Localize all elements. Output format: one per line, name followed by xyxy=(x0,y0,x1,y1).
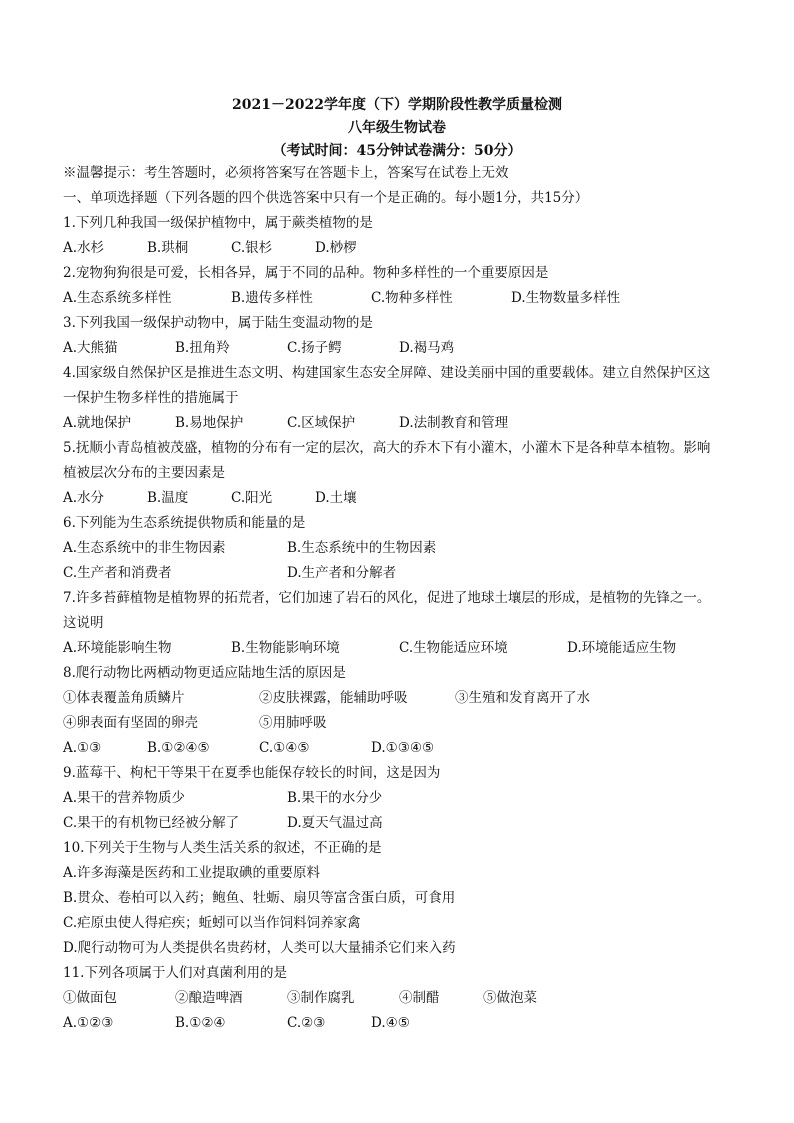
option-a: A.就地保护 xyxy=(63,415,132,431)
statement-item: ①体表覆盖角质鳞片 xyxy=(63,690,185,706)
exam-title: 2021－2022学年度（下）学期阶段性教学质量检测 xyxy=(232,97,562,113)
statement-item: ⑤用肺呼吸 xyxy=(259,715,327,731)
question-stem: 2.宠物狗狗很是可爱，长相各异，属于不同的品种。物种多样性的一个重要原因是 xyxy=(63,265,549,281)
notice: ※温馨提示：考生答题时，必须将答案写在答题卡上，答案写在试卷上无效 xyxy=(63,165,509,181)
option-a: A.水分 xyxy=(63,490,105,506)
statement-item: ③生殖和发育离开了水 xyxy=(455,690,590,706)
question-stem: 10.下列关于生物与人类生活关系的叙述，不正确的是 xyxy=(63,840,382,856)
option-d: D.夏天气温过高 xyxy=(287,815,383,831)
option-d: D.土壤 xyxy=(315,490,357,506)
option-b: B.遗传多样性 xyxy=(231,290,313,306)
option-c: C.①④⑤ xyxy=(259,740,310,756)
option-b: B.①②④⑤ xyxy=(147,740,210,756)
question-stem-cont: 这说明 xyxy=(63,615,104,631)
question-stem: 9.蓝莓干、枸杞干等果干在夏季也能保存较长的时间，这是因为 xyxy=(63,765,441,781)
question-stem-cont: 植被层次分布的主要因素是 xyxy=(63,465,225,481)
option-a: A.大熊猫 xyxy=(63,340,118,356)
option-c: C.疟原虫使人得疟疾；蚯蚓可以当作饲料饲养家禽 xyxy=(63,915,361,931)
question-stem: 11.下列各项属于人们对真菌利用的是 xyxy=(63,965,287,981)
statement-item: ①做面包 xyxy=(63,990,117,1006)
option-c: C.果干的有机物已经被分解了 xyxy=(63,815,240,831)
question-stem: 6.下列能为生态系统提供物质和能量的是 xyxy=(63,515,306,531)
statement-item: ④卵表面有坚固的卵壳 xyxy=(63,715,198,731)
option-d: D.生产者和分解者 xyxy=(287,565,397,581)
option-d: D.④⑤ xyxy=(371,1015,410,1031)
option-b: B.果干的水分少 xyxy=(287,790,383,806)
option-d: D.桫椤 xyxy=(315,240,357,256)
option-b: B.①②④ xyxy=(175,1015,226,1031)
section-heading: 一、单项选择题（下列各题的四个供选答案中只有一个是正确的。每小题1分，共15分） xyxy=(63,190,589,206)
question-stem: 4.国家级自然保护区是推进生态文明、构建国家生态安全屏障、建设美丽中国的重要载体。建立自然保护区这 xyxy=(63,365,711,381)
exam-info: （考试时间：45分钟试卷满分：50分） xyxy=(272,143,522,159)
option-b: B.扭角羚 xyxy=(175,340,230,356)
question-stem: 7.许多苔藓植物是植物界的拓荒者，它们加速了岩石的风化，促进了地球土壤层的形成，是植物的先锋之一。 xyxy=(63,590,711,606)
option-b: B.珙桐 xyxy=(147,240,189,256)
statement-item: ⑤做泡菜 xyxy=(483,990,537,1006)
option-a: A.水杉 xyxy=(63,240,105,256)
option-b: B.温度 xyxy=(147,490,189,506)
option-a: A.果干的营养物质少 xyxy=(63,790,186,806)
option-c: C.物种多样性 xyxy=(371,290,453,306)
question-stem: 5.抚顺小青岛植被茂盛，植物的分布有一定的层次，高大的乔木下有小灌木，小灌木下是各种草本植物。影响 xyxy=(63,440,711,456)
option-d: D.爬行动物可为人类提供名贵药材，人类可以大量捕杀它们来入药 xyxy=(63,940,456,956)
question-stem-cont: 一保护生物多样性的措施属于 xyxy=(63,390,239,406)
statement-item: ④制醋 xyxy=(399,990,440,1006)
option-d: D.褐马鸡 xyxy=(399,340,455,356)
statement-item: ②皮肤裸露，能辅助呼吸 xyxy=(259,690,408,706)
question-stem: 3.下列我国一级保护动物中，属于陆生变温动物的是 xyxy=(63,315,373,331)
option-a: A.生态系统中的非生物因素 xyxy=(63,540,226,556)
exam-subtitle: 八年级生物试卷 xyxy=(348,120,446,136)
option-d: D.生物数量多样性 xyxy=(511,290,621,306)
option-a: A.①②③ xyxy=(63,1015,114,1031)
option-c: C.扬子鳄 xyxy=(287,340,342,356)
statement-item: ②酿造啤酒 xyxy=(175,990,243,1006)
statement-item: ③制作腐乳 xyxy=(287,990,355,1006)
option-a: A.许多海藻是医药和工业提取碘的重要原料 xyxy=(63,865,321,881)
question-stem: 8.爬行动物比两栖动物更适应陆地生活的原因是 xyxy=(63,665,346,681)
option-d: D.①③④⑤ xyxy=(371,740,435,756)
option-c: C.生物能适应环境 xyxy=(399,640,508,656)
option-b: B.生物能影响环境 xyxy=(231,640,340,656)
option-a: A.生态系统多样性 xyxy=(63,290,172,306)
option-d: D.环境能适应生物 xyxy=(567,640,677,656)
option-c: C.银杉 xyxy=(231,240,273,256)
option-c: C.阳光 xyxy=(231,490,273,506)
option-b: B.贯众、卷柏可以入药；鲍鱼、牡蛎、扇贝等富含蛋白质，可食用 xyxy=(63,890,456,906)
option-c: C.区域保护 xyxy=(287,415,356,431)
option-a: A.①③ xyxy=(63,740,102,756)
option-c: C.生产者和消费者 xyxy=(63,565,172,581)
option-a: A.环境能影响生物 xyxy=(63,640,172,656)
option-b: B.易地保护 xyxy=(175,415,244,431)
option-c: C.②③ xyxy=(287,1015,326,1031)
option-b: B.生态系统中的生物因素 xyxy=(287,540,437,556)
question-stem: 1.下列几种我国一级保护植物中，属于蕨类植物的是 xyxy=(63,215,373,231)
option-d: D.法制教育和管理 xyxy=(399,415,509,431)
